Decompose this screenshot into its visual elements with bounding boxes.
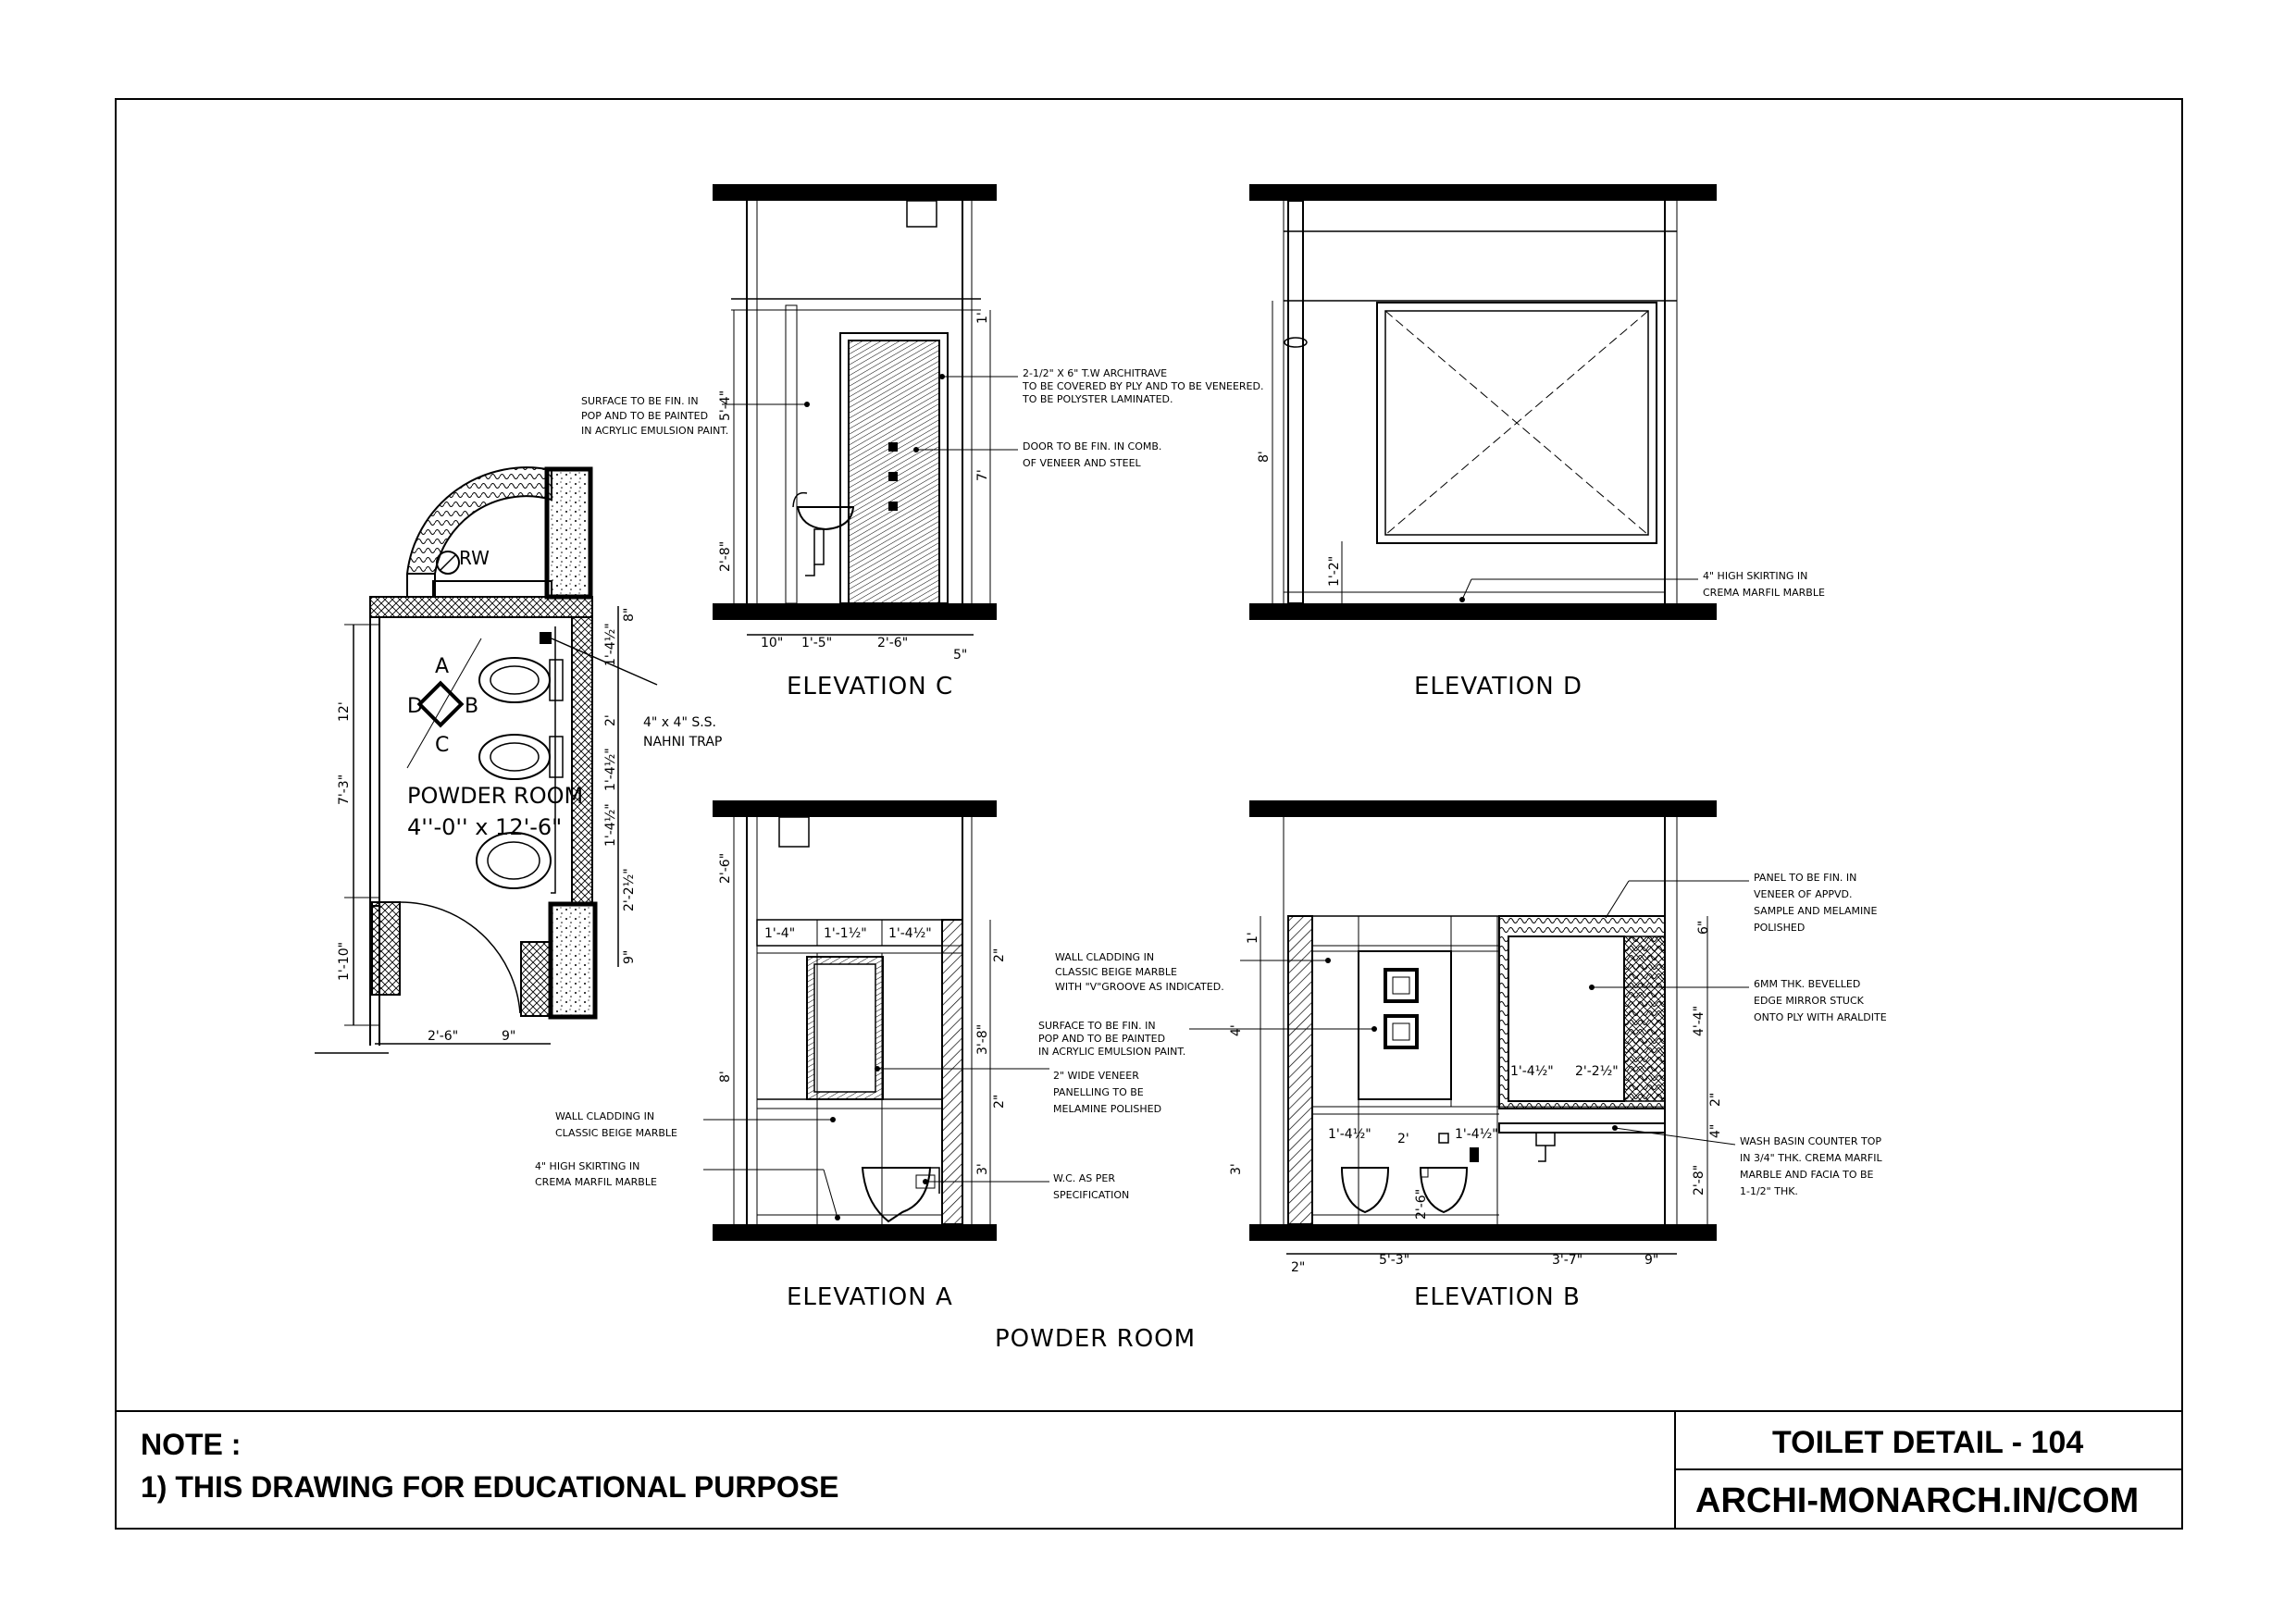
- elev-a-dim-2a: 2": [992, 948, 1007, 962]
- plan-dim-s-8: 8": [622, 607, 637, 622]
- elev-b-dim-6: 6": [1696, 920, 1711, 935]
- elev-c-note-surface-3: IN ACRYLIC EMULSION PAINT.: [581, 425, 729, 437]
- title-block-note-label: NOTE :: [141, 1428, 242, 1461]
- plan-dim-s-1-4-1: 1'-4½": [603, 623, 618, 666]
- elev-d-floor-slab: [1249, 603, 1717, 620]
- elev-a-title: ELEVATION A: [787, 1283, 953, 1311]
- elev-b-note-mirror-1: 6MM THK. BEVELLED: [1754, 978, 1861, 990]
- elev-b-note-surface-1: SURFACE TO BE FIN. IN: [1038, 1020, 1156, 1032]
- plan-left-jamb: [372, 902, 400, 995]
- elev-c-dim-1: 1': [975, 312, 990, 324]
- plan-view: [315, 467, 722, 1053]
- title-block-note-1: 1) THIS DRAWING FOR EDUCATIONAL PURPOSE: [141, 1470, 839, 1504]
- elev-b-note-surface-3: IN ACRYLIC EMULSION PAINT.: [1038, 1046, 1186, 1058]
- elev-b-note-cladding-1: WALL CLADDING IN: [1055, 951, 1155, 963]
- elev-c-ceiling-slab: [713, 184, 997, 201]
- elev-b-note-panel-3: SAMPLE AND MELAMINE: [1754, 905, 1878, 917]
- plan-top-wall: [370, 597, 592, 617]
- title-block-website: ARCHI-MONARCH.IN/COM: [1695, 1481, 2140, 1520]
- elev-a-dim-3: 3': [975, 1163, 990, 1175]
- elev-a-wc: [863, 1168, 930, 1221]
- plan-dim-s-1-4-2: 1'-4½": [603, 748, 618, 791]
- svg-text:A: A: [435, 655, 450, 678]
- elev-a-note-wc-2: SPECIFICATION: [1053, 1189, 1130, 1201]
- elev-d-dim-8: 8': [1257, 451, 1272, 463]
- elev-b-wc-1: [1342, 1168, 1388, 1212]
- plan-dim-1-10: 1'-10": [337, 941, 352, 981]
- elev-a-floor-slab: [713, 1224, 997, 1241]
- plan-dim-12: 12': [337, 701, 352, 722]
- svg-text:D: D: [407, 695, 423, 718]
- elev-a-note-veneer-3: MELAMINE POLISHED: [1053, 1103, 1162, 1115]
- elev-b-note-counter-3: MARBLE AND FACIA TO BE: [1740, 1169, 1874, 1181]
- elev-b-left-cladding: [1288, 916, 1312, 1224]
- elev-b-dim-w-2b: 2": [1291, 1260, 1306, 1275]
- drawing-main-title: POWDER ROOM: [995, 1325, 1197, 1353]
- trap-label-2: NAHNI TRAP: [643, 735, 723, 750]
- elev-b-dim-w-9: 9": [1644, 1253, 1659, 1268]
- elev-b-dim-w-1-4: 1'-4½": [1328, 1127, 1371, 1142]
- plan-dim-s-2: 2': [603, 714, 618, 726]
- elev-b-title: ELEVATION B: [1414, 1283, 1581, 1311]
- title-block-sheet-title: TOILET DETAIL - 104: [1772, 1425, 2084, 1460]
- elev-c-note-surface-1: SURFACE TO BE FIN. IN: [581, 395, 699, 407]
- plan-dim-7-3: 7'-3": [337, 774, 352, 805]
- plan-left-wall: [370, 617, 379, 906]
- plan-column-bottom: [551, 904, 595, 1017]
- plan-dim-s-1-4-3: 1'-4½": [603, 803, 618, 847]
- elev-b-note-counter-2: IN 3/4" THK. CREMA MARFIL: [1740, 1152, 1882, 1164]
- elev-d-note-skirting-1: 4" HIGH SKIRTING IN: [1703, 570, 1808, 582]
- elev-d-title: ELEVATION D: [1414, 673, 1582, 700]
- elev-c-dim-2-8: 2'-8": [718, 540, 733, 572]
- elev-d-dim-1-2: 1'-2": [1327, 555, 1342, 587]
- elev-c-note-door-2: OF VENEER AND STEEL: [1023, 457, 1141, 469]
- elev-b-dim-w-1-4b: 1'-4½": [1455, 1127, 1498, 1142]
- elev-b-dim-2: 2": [1708, 1092, 1723, 1107]
- elev-b-floor-slab: [1249, 1224, 1717, 1241]
- elev-d-ceiling-slab: [1249, 184, 1717, 201]
- elev-b-note-counter-1: WASH BASIN COUNTER TOP: [1740, 1135, 1882, 1147]
- plan-dim-w-2-6: 2'-6": [428, 1029, 459, 1044]
- elev-a-ceiling-slab: [713, 800, 997, 817]
- plan-room-size: 4''-0'' x 12'-6": [407, 814, 563, 840]
- elev-b-note-panel-4: POLISHED: [1754, 922, 1806, 934]
- elev-b-dim-w-2: 2': [1397, 1132, 1409, 1146]
- elev-b-dim-4-4: 4'-4": [1692, 1005, 1706, 1036]
- plan-room-name: POWDER ROOM: [407, 783, 584, 809]
- elev-a-side-panel: [942, 920, 962, 1224]
- elev-b-dim-1: 1': [1246, 932, 1260, 944]
- elev-c-floor-slab: [713, 603, 997, 620]
- title-block: [116, 1411, 2182, 1529]
- elev-c-dim-5: 5": [953, 648, 968, 663]
- rw-label: RW: [459, 547, 490, 569]
- elev-a-note-cladding-2: CLASSIC BEIGE MARBLE: [555, 1127, 677, 1139]
- elev-b-dim-w-2-6: 2'-6": [1414, 1188, 1429, 1220]
- elev-c-dim-2-6: 2'-6": [877, 636, 909, 650]
- elev-c-note-arch-2: TO BE COVERED BY PLY AND TO BE VENEERED.: [1023, 380, 1264, 392]
- elev-b-note-counter-4: 1-1/2" THK.: [1740, 1185, 1798, 1197]
- elev-a-note-veneer-2: PANELLING TO BE: [1053, 1086, 1144, 1098]
- elev-a-note-cladding-1: WALL CLADDING IN: [555, 1110, 655, 1122]
- elev-b-dim-w-2-2: 2'-2½": [1575, 1064, 1619, 1079]
- elev-a-dim-2b: 2": [992, 1094, 1007, 1109]
- elev-a-dim-1-1: 1'-1½": [824, 926, 867, 941]
- elev-b-note-cladding-2: CLASSIC BEIGE MARBLE: [1055, 966, 1177, 978]
- plan-dim-s-2-2: 2'-2½": [622, 868, 637, 911]
- elev-a-note-skirting-1: 4" HIGH SKIRTING IN: [535, 1160, 640, 1172]
- elev-d-pipe: [1288, 201, 1303, 603]
- svg-text:C: C: [435, 734, 450, 757]
- elev-b-dim-4: 4': [1229, 1024, 1244, 1036]
- elev-b-note-mirror-2: EDGE MIRROR STUCK: [1754, 995, 1864, 1007]
- elev-a-dim-8: 8': [718, 1071, 733, 1083]
- elev-b-ceiling-slab: [1249, 800, 1717, 817]
- elev-c-note-arch-1: 2-1/2" X 6" T.W ARCHITRAVE: [1023, 367, 1168, 379]
- elev-b-niche: [1359, 951, 1451, 1099]
- elev-c-dim-5-4: 5'-4": [718, 390, 733, 421]
- trap-label-1: 4" x 4" S.S.: [643, 715, 717, 730]
- elev-d-note-skirting-2: CREMA MARFIL MARBLE: [1703, 587, 1825, 599]
- elev-b-dim-3: 3': [1229, 1163, 1244, 1175]
- elev-a-dim-1-4: 1'-4": [764, 926, 796, 941]
- elevation-d: [1249, 184, 1825, 700]
- elev-a-dim-3-8: 3'-8": [975, 1023, 990, 1055]
- svg-text:B: B: [465, 695, 479, 718]
- elevation-b: [1038, 800, 1887, 1311]
- nahni-trap: [540, 632, 552, 644]
- elev-c-basin: [798, 507, 853, 529]
- elevation-key: [407, 638, 481, 768]
- elev-c-title: ELEVATION C: [787, 673, 954, 700]
- plan-dim-s-9: 9": [622, 949, 637, 964]
- elev-c-dim-1-5: 1'-5": [801, 636, 833, 650]
- elev-c-note-arch-3: TO BE POLYSTER LAMINATED.: [1023, 393, 1173, 405]
- elev-b-dim-2-8: 2'-8": [1692, 1164, 1706, 1196]
- elev-c-note-surface-2: POP AND TO BE PAINTED: [581, 410, 709, 422]
- elev-b-dim-4b: 4": [1708, 1123, 1723, 1138]
- elev-a-note-wc-1: W.C. AS PER: [1053, 1172, 1116, 1184]
- plan-right-wall: [572, 617, 592, 904]
- elev-b-dim-w-1-4c: 1'-4½": [1510, 1064, 1554, 1079]
- elev-b-note-mirror-3: ONTO PLY WITH ARALDITE: [1754, 1011, 1887, 1023]
- plan-dim-w-9: 9": [502, 1029, 516, 1044]
- elev-a-dim-1-4b: 1'-4½": [888, 926, 932, 941]
- elev-c-dim-7: 7': [975, 469, 990, 481]
- elev-b-note-panel-2: VENEER OF APPVD.: [1754, 888, 1853, 900]
- elev-a-note-veneer-1: 2" WIDE VENEER: [1053, 1070, 1139, 1082]
- elevation-c: [581, 184, 1263, 700]
- elev-c-note-door-1: DOOR TO BE FIN. IN COMB.: [1023, 440, 1162, 452]
- plan-column-top: [547, 469, 590, 597]
- elev-a-note-skirting-2: CREMA MARFIL MARBLE: [535, 1176, 657, 1188]
- elev-b-note-panel-1: PANEL TO BE FIN. IN: [1754, 872, 1857, 884]
- elev-b-dim-w-5-3: 5'-3": [1379, 1253, 1410, 1268]
- elev-b-note-surface-2: POP AND TO BE PAINTED: [1038, 1033, 1166, 1045]
- elev-b-dim-w-3-7: 3'-7": [1552, 1253, 1583, 1268]
- elev-b-note-cladding-3: WITH "V"GROOVE AS INDICATED.: [1055, 981, 1224, 993]
- elev-c-dim-10: 10": [761, 636, 784, 650]
- elev-a-dim-2-6: 2'-6": [718, 852, 733, 884]
- plan-door-swing: [400, 902, 520, 1013]
